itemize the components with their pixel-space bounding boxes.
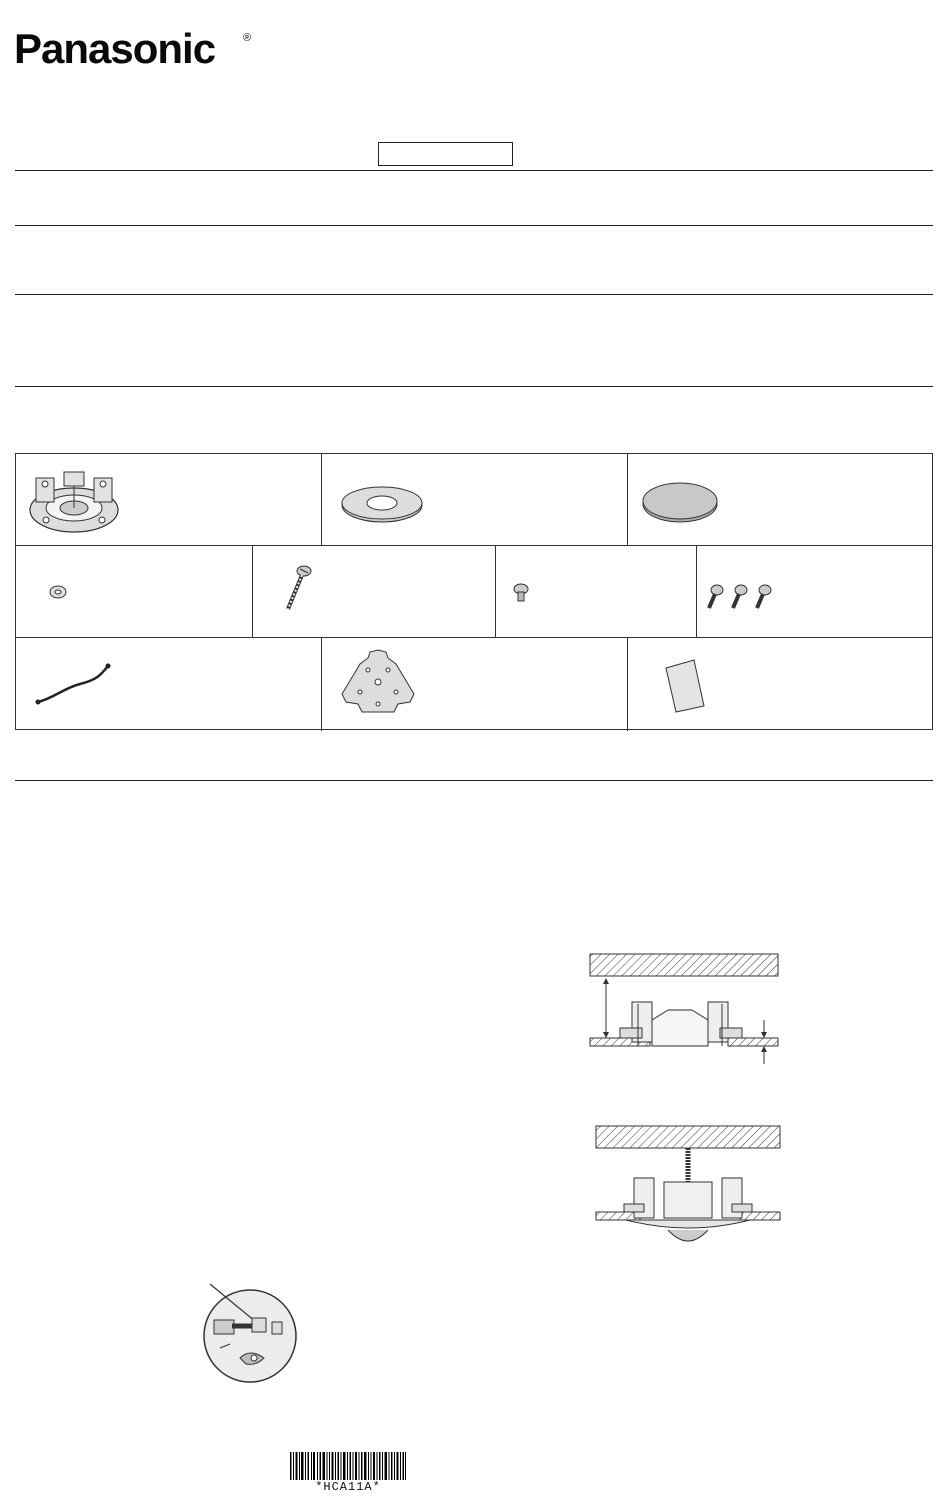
ceiling-install-diagram-2 [594, 1124, 784, 1246]
accessory-cell [322, 454, 628, 545]
ceiling-install-diagram-1 [588, 950, 784, 1070]
accessory-cell [628, 638, 934, 731]
registered-mark: ® [243, 32, 252, 44]
model-number-box [378, 142, 513, 166]
washer-icon [48, 584, 68, 600]
accessories-table [15, 453, 933, 730]
cable-icon [34, 658, 114, 708]
accessory-cell [16, 454, 322, 545]
section-rule-3 [15, 294, 933, 295]
section-rule-5 [15, 780, 933, 781]
accessory-cell [16, 546, 253, 637]
mounting-bracket-icon [26, 468, 122, 538]
brand-logo: Panasonic [14, 25, 216, 72]
round-sheet-icon [640, 480, 720, 524]
accessories-row-3 [16, 638, 932, 731]
screw-long-icon [283, 564, 313, 614]
barcode [290, 1452, 406, 1480]
accessory-cell [16, 638, 322, 731]
barcode-text: *HCA11A* [315, 1480, 381, 1494]
accessory-cell [697, 546, 934, 637]
section-rule-4 [15, 386, 933, 387]
screw-short-icon [512, 582, 532, 604]
screws-three-icon [701, 582, 781, 612]
accessory-cell [496, 546, 697, 637]
accessory-cell [628, 454, 934, 545]
section-rule-1 [15, 170, 933, 171]
accessories-row-2 [16, 546, 932, 638]
section-rule-2 [15, 225, 933, 226]
detail-closeup-figure [196, 1278, 300, 1388]
accessories-row-1 [16, 454, 932, 546]
template-plate-icon [338, 646, 418, 722]
accessory-cell [253, 546, 496, 637]
label-sheet-icon [664, 656, 708, 714]
accessory-cell [322, 638, 628, 731]
ring-plate-icon [340, 484, 424, 524]
